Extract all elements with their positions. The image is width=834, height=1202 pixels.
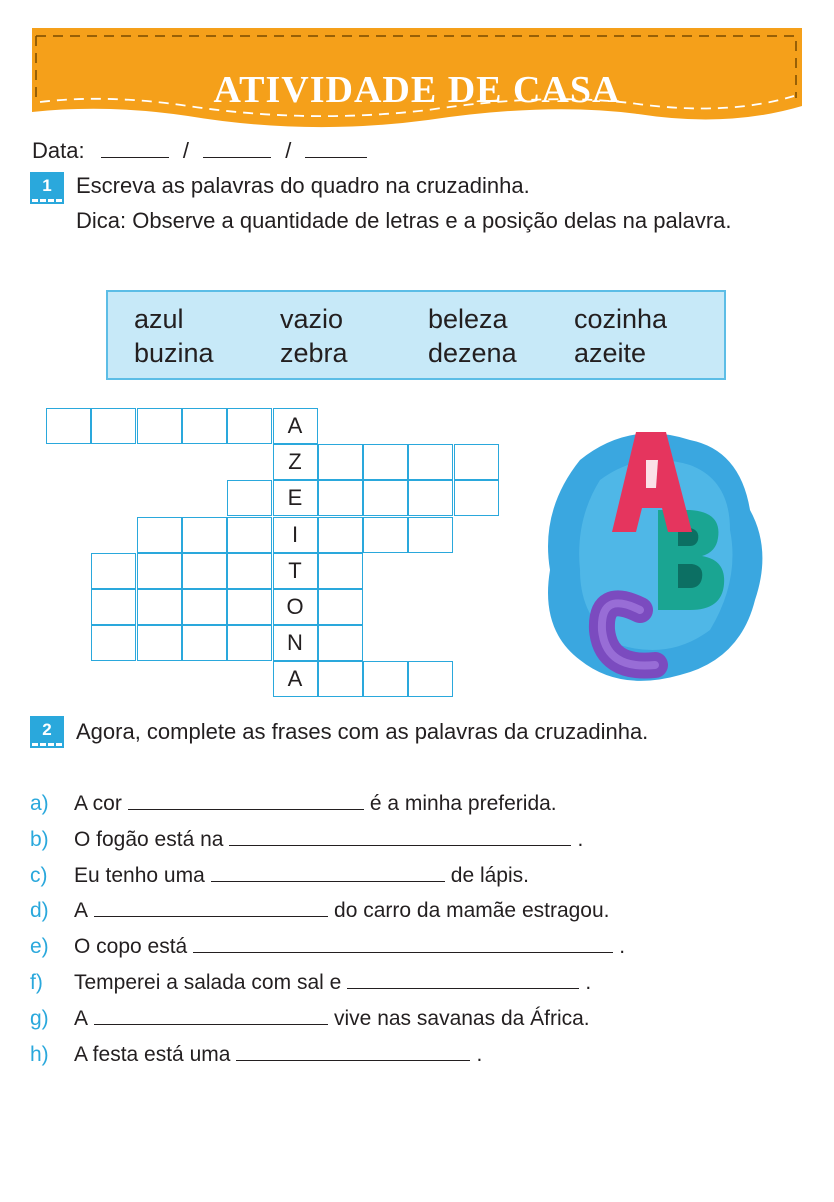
- word-bank-item: dezena: [428, 338, 517, 368]
- crossword-empty-cell[interactable]: [137, 625, 182, 661]
- crossword-letter-cell: O: [273, 589, 318, 625]
- sentence-item: [30, 792, 557, 816]
- crossword-empty-cell[interactable]: [227, 517, 272, 553]
- answer-blank[interactable]: [94, 1010, 328, 1025]
- crossword-empty-cell[interactable]: [408, 661, 453, 697]
- sentence-letter: d): [30, 899, 49, 923]
- crossword-empty-cell[interactable]: [227, 480, 272, 516]
- date-day-blank[interactable]: [101, 141, 169, 158]
- sentence-text-after: .: [619, 935, 626, 959]
- exercise-1-badge: 1: [32, 174, 62, 202]
- answer-blank[interactable]: [229, 831, 571, 846]
- sentence-text-before: A cor: [74, 792, 122, 815]
- crossword-empty-cell[interactable]: [408, 517, 453, 553]
- sentence-item: [30, 971, 591, 995]
- sentence-item: [30, 1007, 590, 1031]
- word-bank-item: buzina: [134, 338, 214, 368]
- sentence-letter: b): [30, 827, 49, 851]
- sentence-item: [30, 935, 625, 959]
- exercise-2-instruction: Agora, complete as frases com as palavras da cruzadinha.: [76, 719, 649, 744]
- word-bank-item: vazio: [280, 304, 344, 334]
- date-year-blank[interactable]: [305, 141, 367, 158]
- sentence-text-after: .: [476, 1042, 483, 1066]
- crossword-empty-cell[interactable]: [91, 553, 136, 589]
- sentence-text-before: O fogão está na: [74, 827, 224, 851]
- crossword-empty-cell[interactable]: [363, 480, 408, 516]
- sentence-text-before: A: [74, 899, 89, 923]
- sentence-letter: h): [30, 1042, 49, 1066]
- crossword-letter-cell: T: [273, 553, 318, 589]
- crossword-empty-cell[interactable]: [91, 625, 136, 661]
- exercise-2-badge: 2: [32, 718, 62, 746]
- exercise-1-hint: Dica: Observe a quantidade de letras e a posição delas na palavra.: [76, 208, 732, 233]
- sentence-letter: g): [30, 1006, 49, 1030]
- crossword-empty-cell[interactable]: [137, 589, 182, 625]
- sentence-text-after: do carro da mamãe estragou.: [334, 899, 610, 923]
- date-month-blank[interactable]: [203, 141, 271, 158]
- crossword-empty-cell[interactable]: [318, 589, 363, 625]
- crossword-empty-cell[interactable]: [182, 408, 227, 444]
- sentence-text-before: O copo está: [74, 935, 188, 959]
- crossword-empty-cell[interactable]: [318, 661, 363, 697]
- crossword-letter-cell: N: [273, 625, 318, 661]
- crossword-empty-cell[interactable]: [363, 444, 408, 480]
- crossword-empty-cell[interactable]: [91, 408, 136, 444]
- sentence-letter: a): [30, 792, 49, 815]
- crossword-empty-cell[interactable]: [318, 625, 363, 661]
- crossword-empty-cell[interactable]: [227, 553, 272, 589]
- word-bank-item: beleza: [428, 304, 508, 334]
- answer-blank[interactable]: [236, 1046, 470, 1061]
- crossword-letter-cell: I: [273, 517, 318, 553]
- page-title: ATIVIDADE DE CASA: [213, 69, 621, 111]
- answer-blank[interactable]: [347, 974, 579, 989]
- sentence-text-before: Eu tenho uma: [74, 863, 205, 887]
- sentence-text-after: .: [577, 827, 584, 851]
- sentence-text-before: A festa está uma: [74, 1042, 231, 1066]
- answer-blank[interactable]: [94, 902, 328, 917]
- sentence-text-after: .: [585, 971, 592, 994]
- crossword-empty-cell[interactable]: [454, 444, 499, 480]
- crossword-letter-cell: E: [273, 480, 318, 516]
- crossword-empty-cell[interactable]: [182, 625, 227, 661]
- sentence-text-after: de lápis.: [450, 863, 529, 887]
- crossword-letter-cell: A: [273, 408, 318, 444]
- sentence-text-before: Temperei a salada com sal e: [74, 971, 342, 994]
- word-bank-item: cozinha: [574, 304, 668, 334]
- crossword-letter-cell: Z: [273, 444, 318, 480]
- word-bank-item: azul: [134, 304, 184, 334]
- crossword-empty-cell[interactable]: [182, 553, 227, 589]
- crossword-empty-cell[interactable]: [227, 408, 272, 444]
- sentence-item: [30, 899, 610, 923]
- crossword-empty-cell[interactable]: [363, 661, 408, 697]
- crossword-empty-cell[interactable]: [137, 517, 182, 553]
- sentence-letter: e): [30, 935, 49, 959]
- sentence-item: [30, 828, 583, 852]
- title-banner: [28, 24, 806, 132]
- date-separator: /: [285, 138, 292, 163]
- sentence-item: [30, 864, 529, 888]
- crossword-letter-cell: A: [273, 661, 318, 697]
- sentence-letter: c): [30, 863, 48, 887]
- exercise-1-instruction: Escreva as palavras do quadro na cruzadinha.: [76, 173, 530, 198]
- crossword-empty-cell[interactable]: [137, 553, 182, 589]
- sentence-text-after: vive nas savanas da África.: [334, 1006, 590, 1030]
- date-separator: /: [182, 138, 189, 163]
- crossword-empty-cell[interactable]: [137, 408, 182, 444]
- date-label: Data:: [32, 138, 85, 163]
- word-bank-item: zebra: [280, 338, 348, 368]
- answer-blank[interactable]: [211, 867, 445, 882]
- crossword-empty-cell[interactable]: [408, 444, 453, 480]
- crossword-empty-cell[interactable]: [182, 589, 227, 625]
- sentence-text-after: é a minha preferida.: [369, 792, 557, 815]
- crossword-empty-cell[interactable]: [182, 517, 227, 553]
- crossword-empty-cell[interactable]: [408, 480, 453, 516]
- crossword-empty-cell[interactable]: [46, 408, 91, 444]
- crossword-empty-cell[interactable]: [318, 553, 363, 589]
- crossword-empty-cell[interactable]: [318, 480, 363, 516]
- abc-letters-illustration: [540, 420, 772, 692]
- crossword-empty-cell[interactable]: [363, 517, 408, 553]
- answer-blank[interactable]: [128, 795, 364, 810]
- answer-blank[interactable]: [193, 938, 613, 953]
- date-line: [32, 138, 367, 164]
- crossword-empty-cell[interactable]: [91, 589, 136, 625]
- crossword-empty-cell[interactable]: [227, 589, 272, 625]
- sentence-item: [30, 1043, 482, 1067]
- word-bank-item: azeite: [574, 338, 647, 368]
- abc-icon: [540, 420, 772, 692]
- word-bank: [106, 290, 726, 380]
- sentence-text-before: A: [74, 1006, 89, 1030]
- crossword-empty-cell[interactable]: [318, 444, 363, 480]
- crossword-empty-cell[interactable]: [227, 625, 272, 661]
- crossword-empty-cell[interactable]: [318, 517, 363, 553]
- crossword-empty-cell[interactable]: [454, 480, 499, 516]
- sentence-letter: f): [30, 971, 43, 994]
